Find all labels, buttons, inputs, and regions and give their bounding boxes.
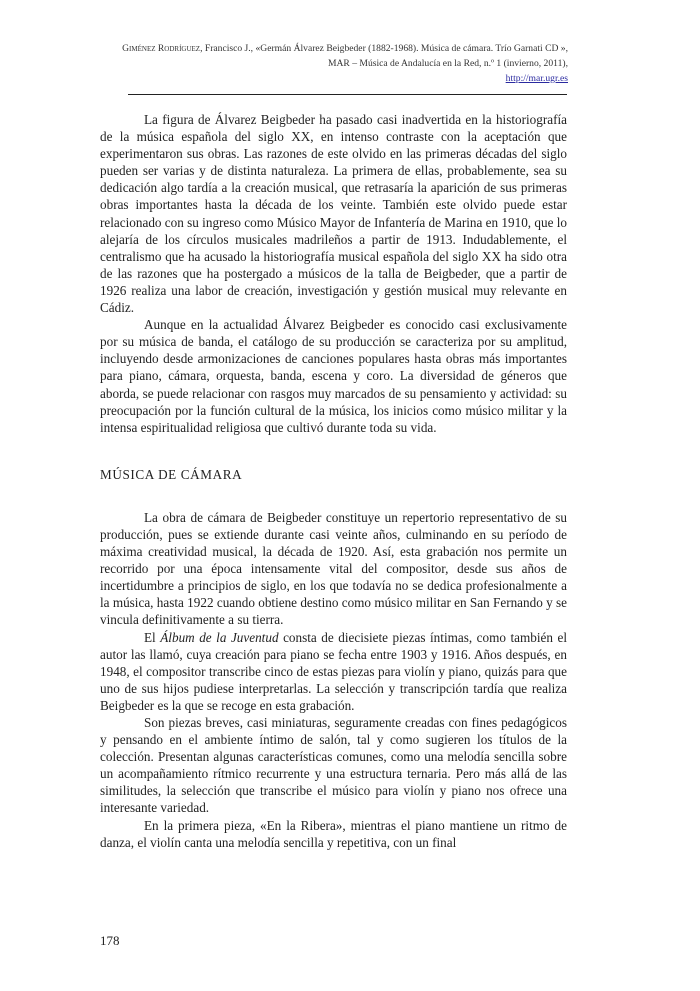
album-after: consta de diecisiete piezas íntimas, como también el autor las llamó, cuya creación para piano se fecha entre 1903 y 1916. Años después, en 1948, el compositor transcribe cinco de estas piezas para violín y piano, quizás para que uno de sus hijos pudiese interpretarlas. La selección y transcripción tardía que realiza Beigbeder es la que se recoge en esta grabación. (100, 629, 567, 713)
header-link[interactable]: http://mar.ugr.es (505, 73, 568, 84)
album-before: El (144, 629, 161, 645)
body-text (100, 111, 567, 851)
paragraph-intro-2: Aunque en la actualidad Álvarez Beigbeder es conocido casi exclusivamente por su música de banda, el catálogo de su producción se caracteriza por su amplitud, incluyendo desde armonizaciones de canciones populares hasta obras más importantes para piano, cámara, orquesta, banda, escena y coro. La diversidad de géneros que aborda, se puede relacionar con rasgos muy marcados de su pensamiento y actividad: su preocupación por la función cultural de la música, los inicios como músico militar y la intensa espiritualidad religiosa que cultivó durante toda su vida. (100, 317, 567, 435)
paragraph-album (100, 629, 567, 714)
header-citation: , Francisco J., «Germán Álvarez Beigbeder (1882-1968). Música de cámara. Trío Garnati CD », MAR – Música de Andalucía en la Red, n.º 1 (invierno, 2011), (200, 43, 568, 69)
page-number: 178 (100, 933, 120, 948)
paragraph-ribera: En la primera pieza, «En la Ribera», mientras el piano mantiene un ritmo de danza, el violín canta una melodía sencilla y repetitiva, con un final (100, 817, 567, 850)
paragraph-intro-1: La figura de Álvarez Beigbeder ha pasado casi inadvertida en la historiografía de la música española del siglo XX, en intenso contraste con la aceptación que experimentaron sus obras. Las razones de este olvido en las primeras décadas del siglo pueden ser varias y de distinta naturaleza. La primera de ellas, probablemente, sea su dedicación algo tardía a la creación musical, que retrasaría la aparición de sus primeras obras importantes hasta la década de los veinte. También este olvido puede estar relacionado con su ingreso como Músico Mayor de Infantería de Marina en 1910, que lo alejaría de los círculos musicales madrileños a partir de 1913. Indudablemente, el centralismo que ha acusado la historiografía musical española del siglo XX ha sido otra de las razones que ha postergado a músicos de la talla de Beigbeder, que a partir de 1926 realiza una labor de creación, investigación y gestión musical muy relevante en Cádiz. (100, 112, 567, 316)
album-title: Álbum de la Juventud (160, 629, 279, 645)
paragraph-camara-1: La obra de cámara de Beigbeder constituye un repertorio representativo de su producción, pues se extiende durante casi veinte años, culminando en su período de máxima creatividad musical, la década de 1920. Así, esta grabación nos permite un recorrido por una época intensamente vital del compositor, desde sus años de incertidumbre a principios de siglo, en los que todavía no se dedica profesionalmente a la música, hasta 1922 cuando obtiene destino como músico militar en San Fernando y se vincula definitivamente a su tierra. (100, 509, 567, 628)
header-rule (128, 94, 567, 95)
section-heading: MÚSICA DE CÁMARA (100, 466, 243, 482)
header-author: Giménez Rodríguez (122, 43, 201, 54)
running-header (98, 41, 568, 86)
paragraph-piezas: Son piezas breves, casi miniaturas, seguramente creadas con fines pedagógicos y pensando en el ambiente íntimo de salón, tal y como sugieren los títulos de la colección. Presentan algunas características comunes, como una melodía sencilla sobre un acompañamiento rítmico recurrente y una estructura ternaria. Pero más allá de las similitudes, la selección que transcribe el músico para violín y piano nos ofrece una interesante variedad. (100, 715, 567, 816)
